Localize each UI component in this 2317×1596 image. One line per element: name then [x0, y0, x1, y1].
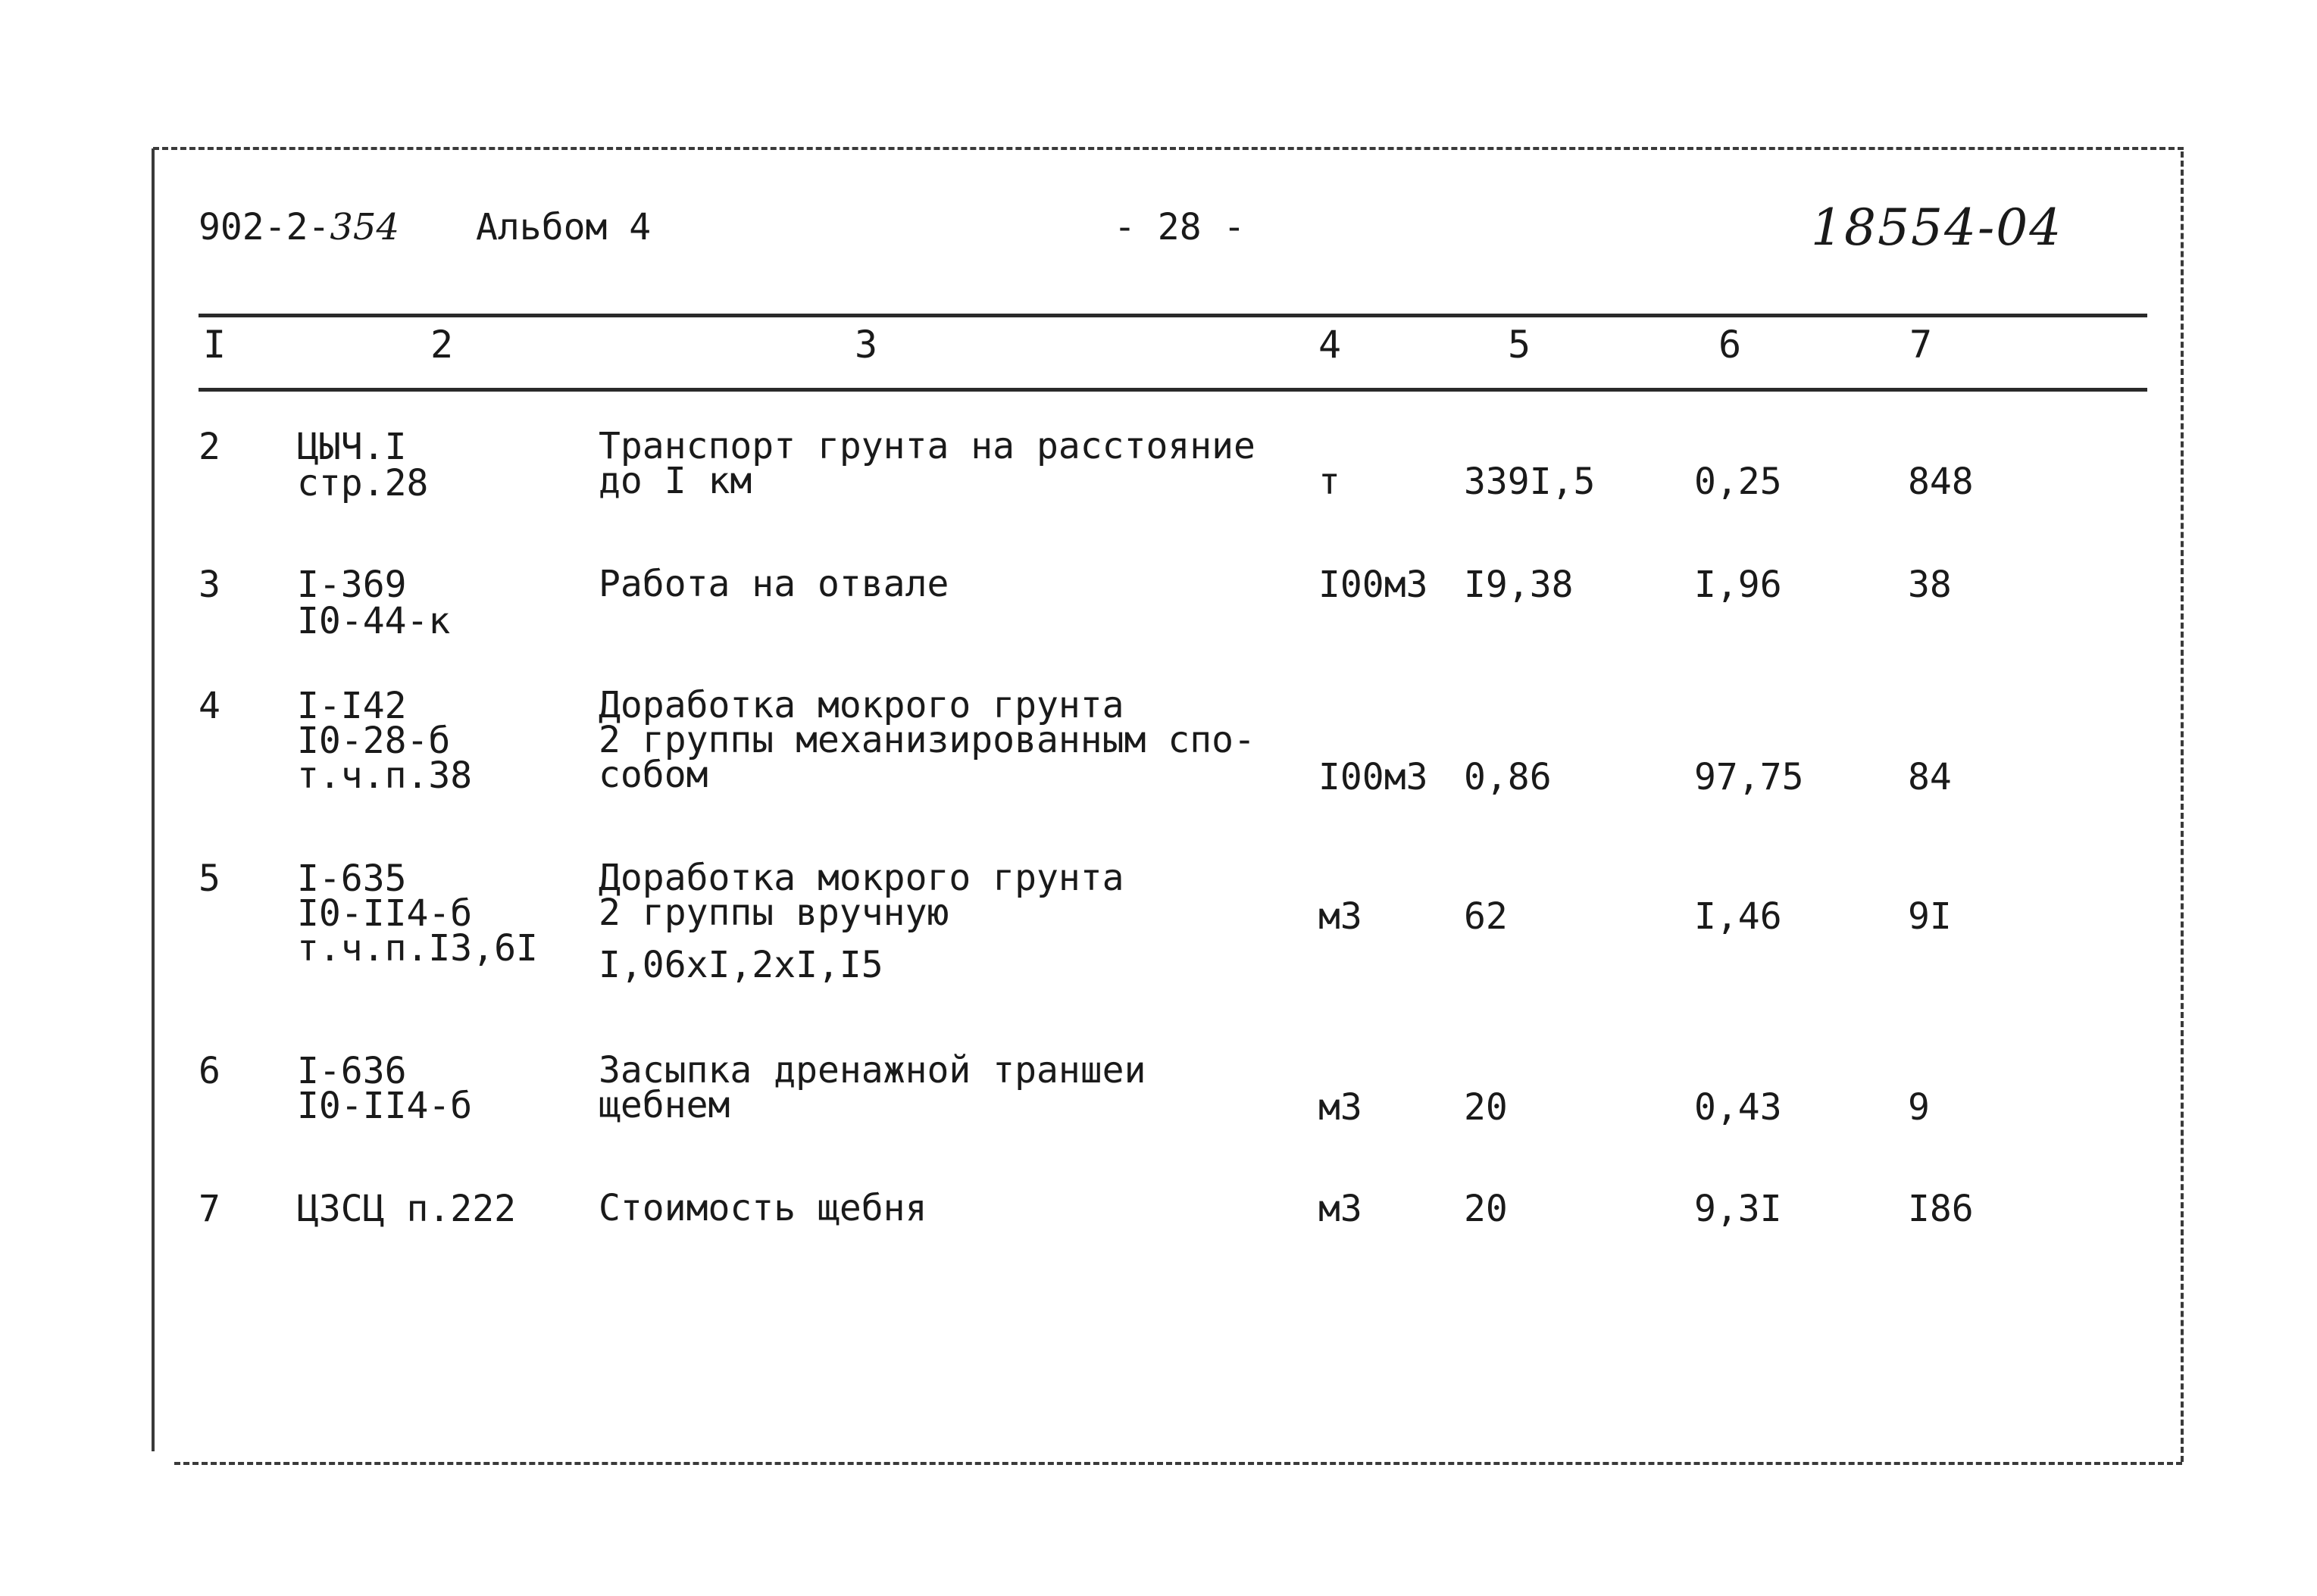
table-top-rule	[199, 314, 2147, 317]
rate-code-line: ЦЫЧ.I	[297, 426, 407, 468]
rate-code-line: I0-II4-б	[297, 892, 473, 935]
unit: м3	[1318, 1086, 1362, 1129]
doc-code: 902-2-354	[199, 206, 400, 248]
rate-code-line: I-I42	[297, 685, 407, 727]
total-cost: 9	[1908, 1086, 1930, 1129]
rate-code-line: I-635	[297, 857, 407, 900]
unit: I00м3	[1318, 756, 1428, 798]
unit-price: I,46	[1694, 895, 1782, 938]
work-description-line: Стоимость щебня	[599, 1187, 927, 1229]
unit-price: 0,25	[1694, 461, 1782, 503]
page-number: - 28 -	[1114, 206, 1246, 248]
unit-price: I,96	[1694, 564, 1782, 606]
unit-price: 9,3I	[1694, 1188, 1782, 1230]
frame-border-right	[2181, 151, 2184, 1462]
column-header-2: 2	[430, 323, 454, 367]
work-description-line: Засыпка дренажной траншеи	[599, 1049, 1146, 1092]
row-number: 6	[199, 1050, 220, 1092]
quantity: 339I,5	[1464, 461, 1596, 503]
unit: т	[1318, 461, 1340, 503]
work-description-line: до I км	[599, 460, 752, 502]
column-header-5: 5	[1508, 323, 1531, 367]
unit: I00м3	[1318, 564, 1428, 606]
quantity: 0,86	[1464, 756, 1552, 798]
rate-code-line: I0-44-к	[297, 600, 451, 642]
rate-code-line: I-369	[297, 564, 407, 606]
unit: м3	[1318, 895, 1362, 938]
column-header-6: 6	[1718, 323, 1742, 367]
work-description-line: Работа на отвале	[599, 563, 949, 605]
quantity: 62	[1464, 895, 1508, 938]
column-header-7: 7	[1909, 323, 1933, 367]
unit-price: 0,43	[1694, 1086, 1782, 1129]
total-cost: I86	[1908, 1188, 1974, 1230]
row-number: 7	[199, 1188, 220, 1230]
column-header-1: I	[203, 323, 227, 367]
rate-code-line: I0-II4-б	[297, 1085, 473, 1127]
column-header-4: 4	[1318, 323, 1342, 367]
total-cost: 38	[1908, 564, 1952, 606]
row-number: 3	[199, 564, 220, 606]
rate-code-line: т.ч.п.38	[297, 754, 473, 797]
total-cost: 9I	[1908, 895, 1952, 938]
doc-code-handwritten: 354	[330, 206, 400, 248]
quantity: 20	[1464, 1086, 1508, 1129]
frame-border-top	[153, 147, 2184, 150]
frame-border-left	[152, 148, 155, 1451]
column-header-3: 3	[855, 323, 878, 367]
work-description-line: щебнем	[599, 1084, 730, 1126]
work-description-line: собом	[599, 754, 708, 796]
row-number: 4	[199, 685, 220, 727]
table-header-rule	[199, 388, 2147, 392]
rate-code-line: т.ч.п.I3,6I	[297, 927, 538, 970]
rate-code-line: I0-28-б	[297, 720, 451, 762]
work-description-line: Транспорт грунта на расстояние	[599, 425, 1255, 467]
inventory-number: 18554-04	[1811, 198, 2063, 257]
rate-code-line: ЦЗСЦ п.222	[297, 1188, 516, 1230]
work-description-line: 2 группы вручную	[599, 892, 949, 934]
unit-price: 97,75	[1694, 756, 1804, 798]
coefficient-formula: I,06xI,2xI,I5	[599, 944, 883, 986]
rate-code-line: I-636	[297, 1050, 407, 1092]
quantity: I9,38	[1464, 564, 1574, 606]
row-number: 5	[199, 857, 220, 900]
work-description-line: 2 группы механизированным спо-	[599, 719, 1255, 761]
rate-code-line: стр.28	[297, 462, 429, 504]
album-label: Альбом 4	[476, 206, 652, 248]
frame-border-bottom	[174, 1462, 2182, 1465]
work-description-line: Доработка мокрого грунта	[599, 684, 1124, 726]
total-cost: 848	[1908, 461, 1974, 503]
unit: м3	[1318, 1188, 1362, 1230]
quantity: 20	[1464, 1188, 1508, 1230]
work-description-line: Доработка мокрого грунта	[599, 857, 1124, 899]
total-cost: 84	[1908, 756, 1952, 798]
row-number: 2	[199, 426, 220, 468]
